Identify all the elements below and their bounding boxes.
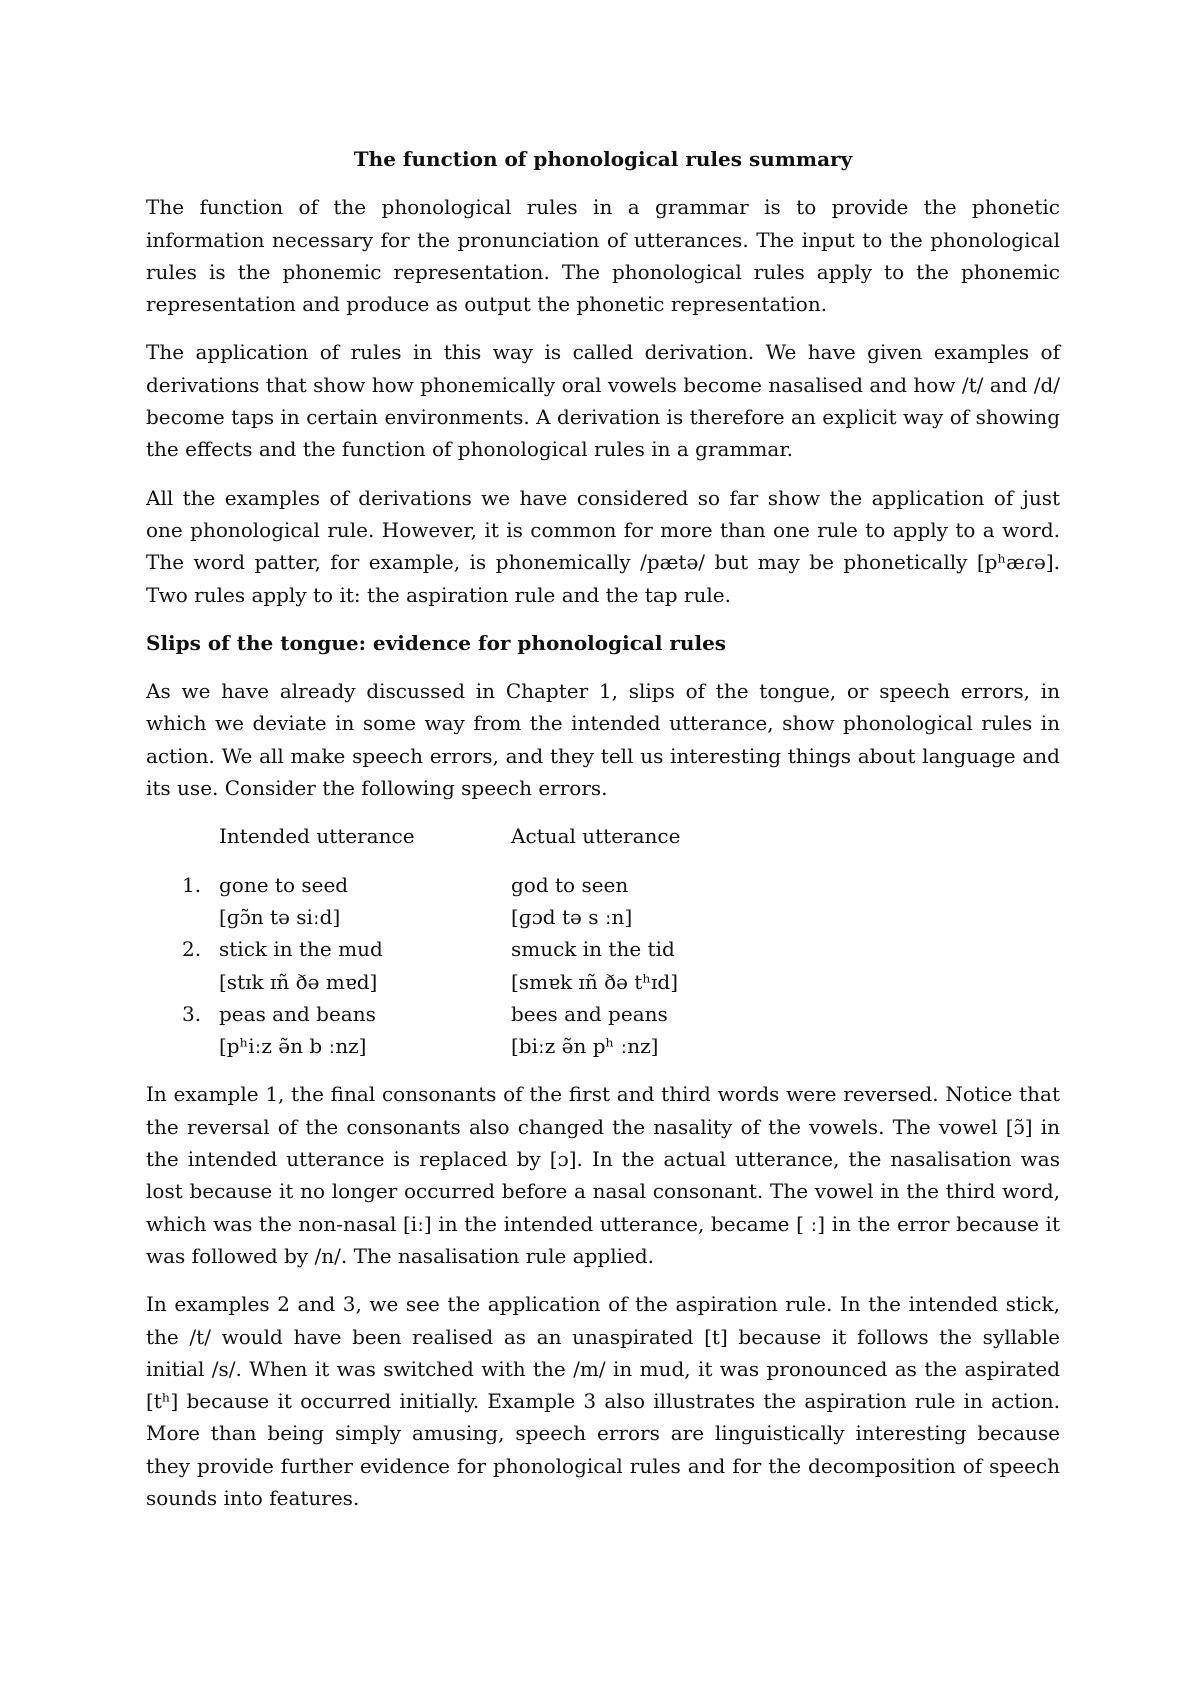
example-number (146, 1030, 219, 1062)
paragraph-slips-intro: As we have already discussed in Chapter 1, slips of the tongue, or speech errors, in which we deviate in some way from the intended utterance, show phonological rules in action. We all make speech errors, and they tell us interesting things about language and its use. Consider the following speech errors. (146, 679, 1060, 801)
header-actual: Actual utterance (511, 824, 681, 849)
actual-utterance: bees and peans (511, 1001, 668, 1026)
intended-utterance: peas and beans (219, 1001, 376, 1026)
document-page (146, 143, 1060, 1530)
example-row (146, 1030, 1060, 1062)
actual-utterance: smuck in the tid (511, 937, 675, 962)
paragraph-examples-2-3: In examples 2 and 3, we see the application of the aspiration rule. In the intended stick, the /t/ would have been realised as an unaspirated [t] because it follows the syllable initial /s/. When it was switched with the /m/ in mud, it was pronounced as the aspirated [tʰ] because it occurred initially. Example 3 also illustrates the aspiration rule in action. More than being simply amusing, speech errors are linguistically interesting because they provide further evidence for phonological rules and for the decomposition of speech sounds into features. (146, 1292, 1060, 1510)
actual-utterance: god to seen (511, 872, 629, 897)
intended-utterance: gone to seed (219, 872, 349, 897)
actual-transcription: [smɐk ɪñ ðə tʰɪd] (511, 969, 678, 994)
examples-header (219, 820, 1060, 852)
intended-utterance: stick in the mud (219, 937, 383, 962)
example-row (146, 998, 1060, 1030)
intended-transcription: [stɪk ɪñ ðə mɐd] (219, 969, 378, 994)
page-title: The function of phonological rules summary (353, 147, 853, 171)
header-intended: Intended utterance (219, 824, 415, 849)
paragraph-multiple-rules: All the examples of derivations we have considered so far show the application of just one phonological rule. However, it is common for more than one rule to apply to a word. The word patter, for example, is phonemically /pætə/ but may be phonetically [pʰæɾə]. Two rules apply to it: the aspiration rule and the tap rule. (146, 485, 1060, 607)
example-number: 1. (182, 872, 202, 897)
section-heading: Slips of the tongue: evidence for phonological rules (146, 630, 727, 655)
example-row (146, 869, 1060, 901)
paragraph-example-1: In example 1, the final consonants of the first and third words were reversed. Notice that the reversal of the consonants also changed the nasality of the vowels. The vowel [ɔ̃] in the intended utterance is replaced by [ɔ]. In the actual utterance, the nasalisation was lost because it no longer occurred before a nasal consonant. The vowel in the third word, which was the non-nasal [iː] in the intended utterance, became [ ː] in the error because it was followed by /n/. The nasalisation rule applied. (146, 1082, 1060, 1268)
example-number (146, 966, 219, 998)
actual-transcription: [biːz ə̃n pʰ ːnz] (511, 1034, 659, 1059)
actual-transcription: [ɡɔd tə s ːn] (511, 904, 633, 929)
example-number: 3. (182, 1001, 202, 1026)
example-number (146, 901, 219, 933)
speech-error-examples (146, 820, 1060, 1062)
paragraph-function: The function of the phonological rules in a grammar is to provide the phonetic information necessary for the pronunciation of utterances. The input to the phonological rules is the phonemic representation. The phonological rules apply to the phonemic representation and produce as output the phonetic representation. (146, 195, 1060, 317)
example-row (146, 966, 1060, 998)
paragraph-derivation: The application of rules in this way is called derivation. We have given examples of derivations that show how phonemically oral vowels become nasalised and how /t/ and /d/ become taps in certain environments. A derivation is therefore an explicit way of showing the effects and the function of phonological rules in a grammar. (146, 340, 1060, 462)
intended-transcription: [pʰiːz ə̃n b ːnz] (219, 1034, 367, 1059)
example-number: 2. (182, 937, 202, 962)
example-row (146, 901, 1060, 933)
example-row (146, 933, 1060, 965)
intended-transcription: [ɡɔ̃n tə siːd] (219, 904, 341, 929)
